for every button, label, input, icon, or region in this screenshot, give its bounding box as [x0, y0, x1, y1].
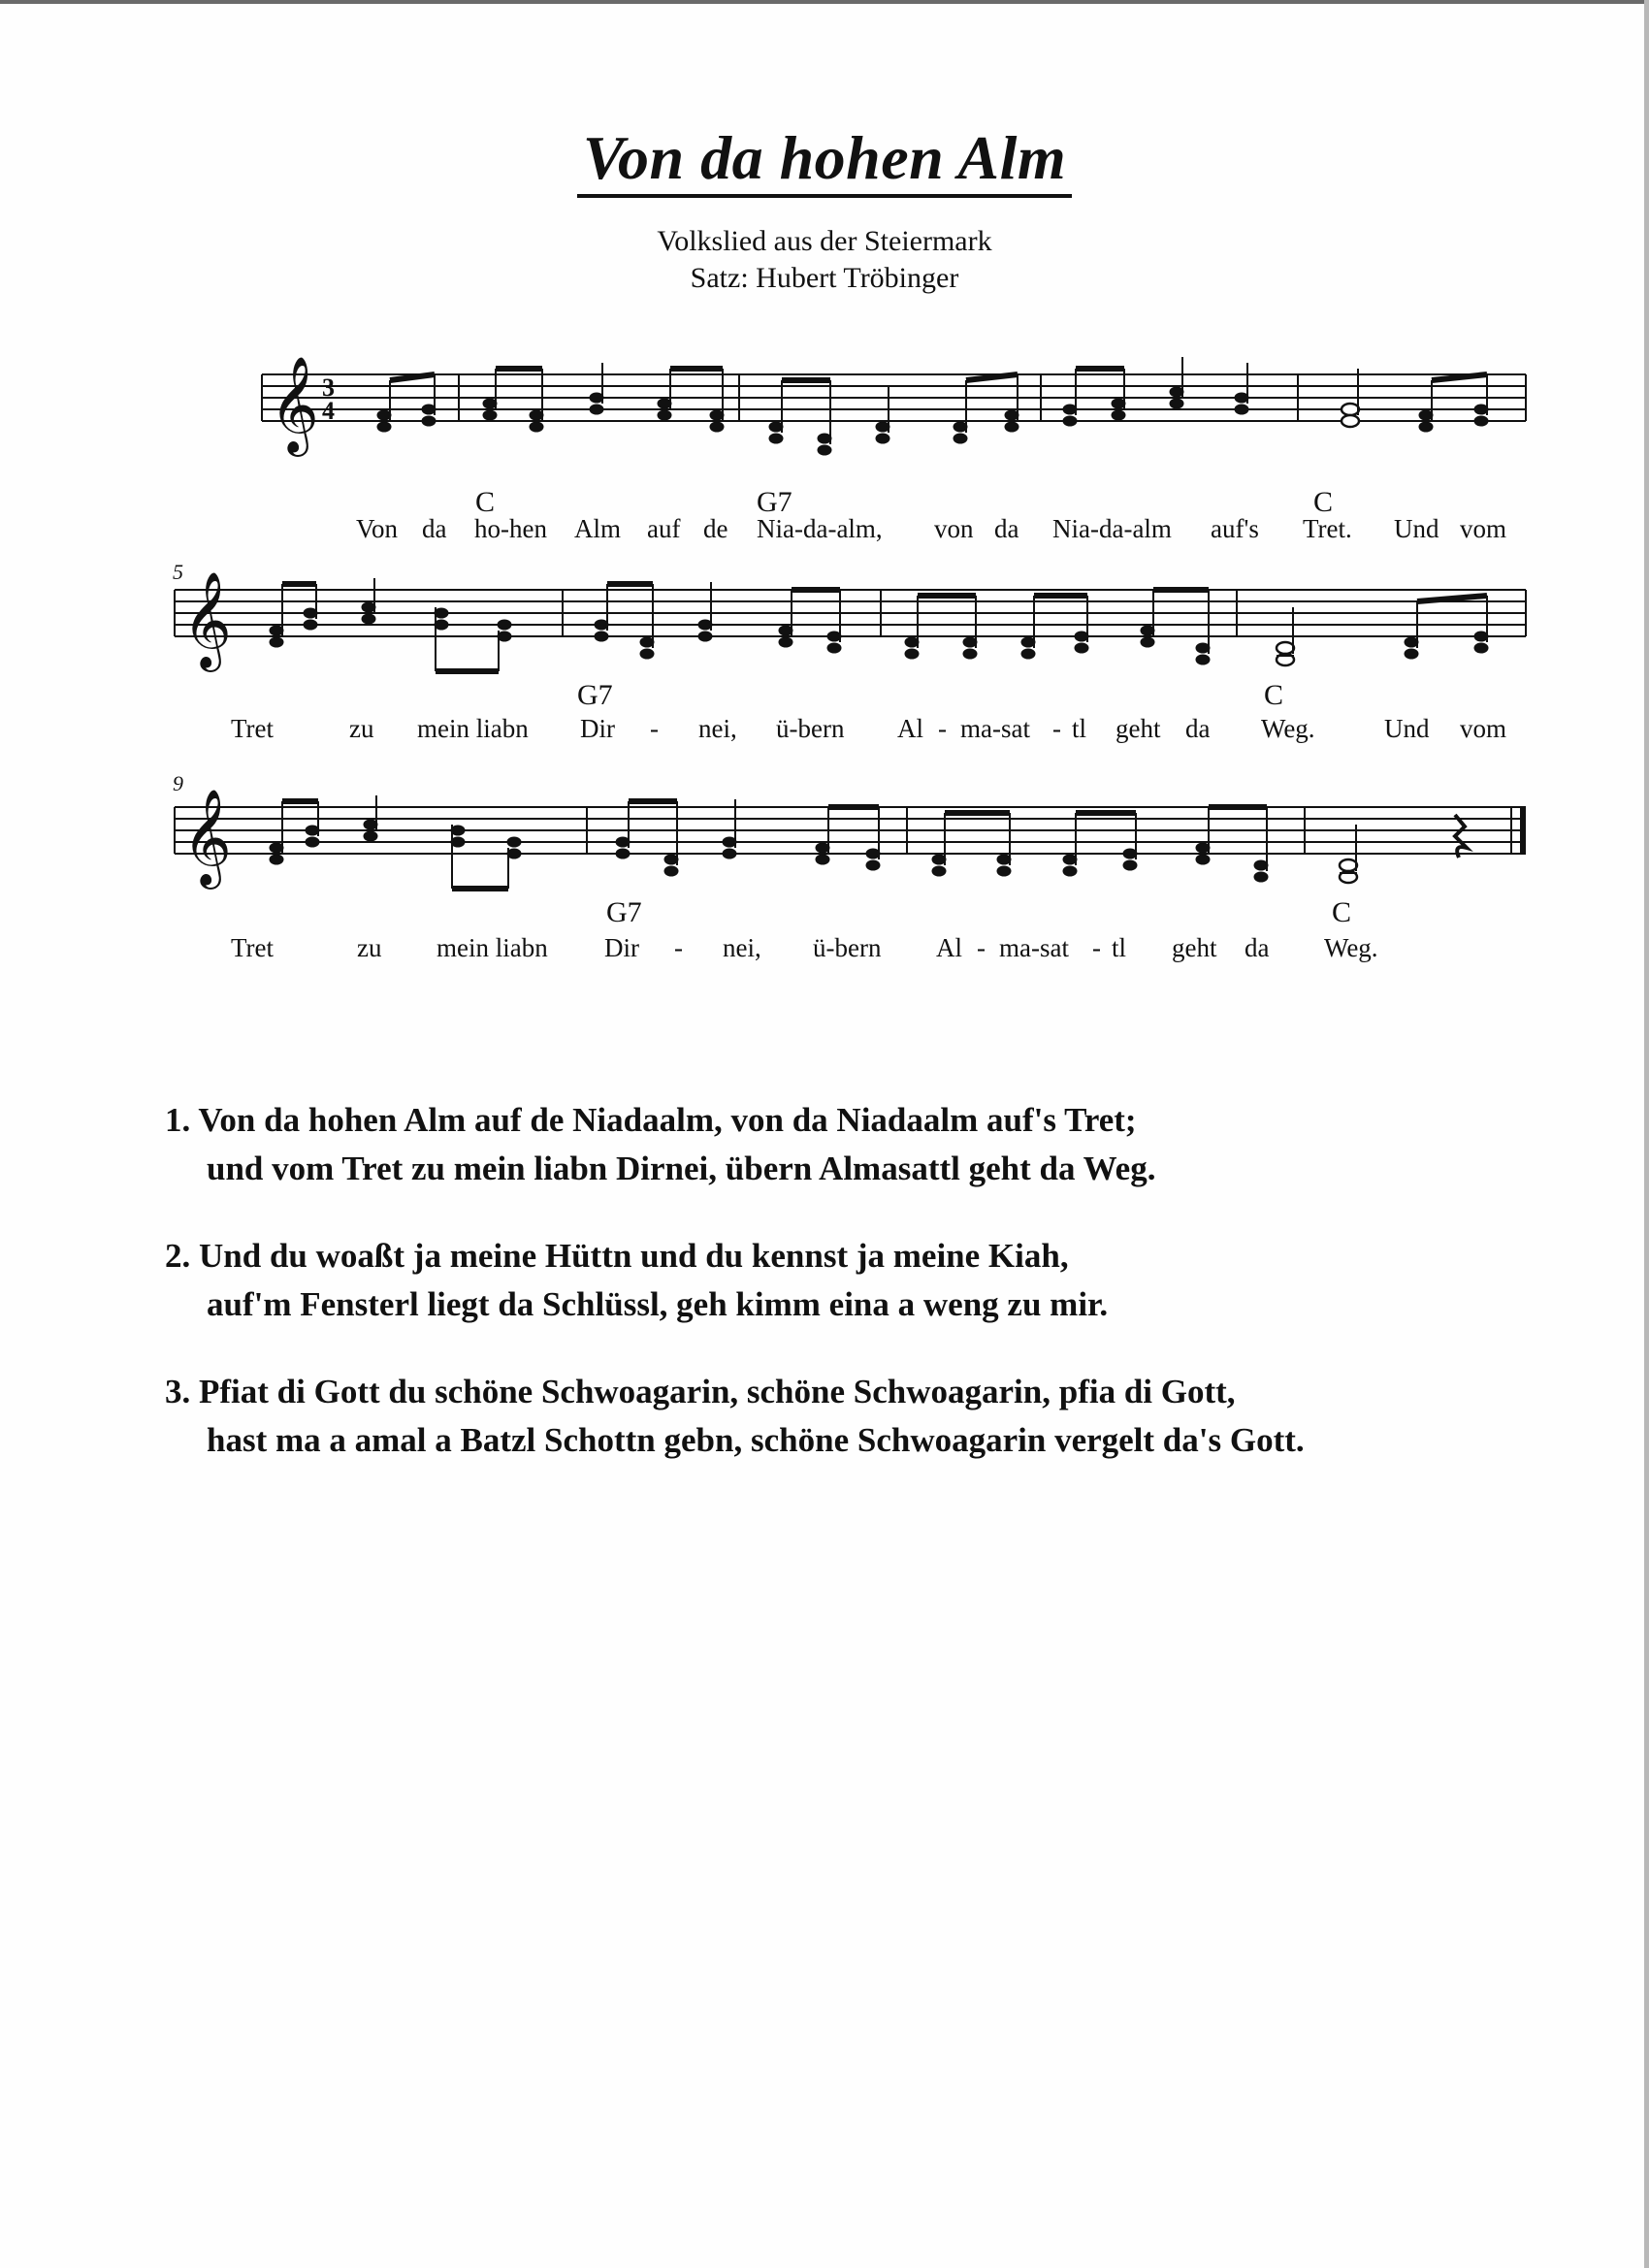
lyric-syllable: - — [977, 933, 986, 962]
subtitle-arranger: Satz: Hubert Tröbinger — [690, 262, 959, 294]
lyric-syllable: vom — [1460, 514, 1507, 543]
lyric-syllable: nei, — [698, 714, 737, 743]
verse-line: und vom Tret zu mein liabn Dirnei, übern Almasattl geht da Weg. — [207, 1150, 1156, 1187]
lyric-syllable: de — [703, 514, 728, 543]
lyric-syllable: - — [1092, 933, 1101, 962]
lyric-syllable: ü-bern — [776, 714, 845, 743]
lyric-syllable: Nia-da-alm — [1052, 514, 1172, 543]
lyric-syllable: vom — [1460, 714, 1507, 743]
time-signature-top: 3 — [322, 373, 335, 402]
lyric-syllable: geht — [1172, 933, 1217, 962]
verse-2 — [165, 1232, 1542, 1329]
chord-label: C — [1313, 486, 1334, 518]
lyric-syllable: auf's — [1211, 514, 1259, 543]
lyric-syllable: - — [650, 714, 659, 743]
lyric-syllable: da — [994, 514, 1019, 543]
verse-line: auf'm Fensterl liegt da Schlüssl, geh kimm eina a weng zu mir. — [207, 1285, 1109, 1323]
lyric-syllable: Nia-da-alm, — [757, 514, 883, 543]
verse-1 — [165, 1096, 1542, 1193]
music-score — [0, 0, 1649, 1028]
lyric-syllable: von — [934, 514, 974, 543]
lyric-syllable: - — [674, 933, 683, 962]
lyrics-system-3 — [231, 933, 1378, 962]
lyric-syllable: mein liabn — [436, 933, 548, 962]
lyric-syllable: ho-hen — [474, 514, 547, 543]
lyric-syllable: ma-sat — [960, 714, 1030, 743]
lyric-syllable: Und — [1394, 514, 1439, 543]
lyric-syllable: Von — [356, 514, 399, 543]
notes-system-1 — [377, 357, 1488, 455]
lyric-syllable: da — [422, 514, 447, 543]
lyric-syllable: - — [1052, 714, 1061, 743]
lyrics-system-2 — [231, 714, 1506, 743]
chord-label: G7 — [606, 896, 642, 928]
lyric-syllable: Tret — [231, 933, 275, 962]
treble-clef-icon: 𝄞 — [182, 573, 232, 666]
lyric-syllable: ma-sat — [999, 933, 1069, 962]
chord-label: G7 — [757, 486, 792, 518]
lyric-syllable: Weg. — [1261, 714, 1315, 743]
lyric-syllable: Alm — [574, 514, 622, 543]
lyric-syllable: Dir — [580, 714, 615, 743]
lyric-syllable: - — [938, 714, 947, 743]
lyric-syllable: Tret — [231, 714, 275, 743]
chord-label: C — [1264, 679, 1284, 711]
measure-number: 9 — [173, 771, 183, 795]
lyric-syllable: geht — [1116, 714, 1161, 743]
measure-number: 5 — [173, 560, 183, 584]
lyric-syllable: zu — [349, 714, 374, 743]
lyric-syllable: Al — [897, 714, 923, 743]
chord-label: C — [475, 486, 496, 518]
lyric-syllable: da — [1245, 933, 1270, 962]
verses-block — [165, 1096, 1542, 1504]
treble-clef-icon: 𝄞 — [270, 358, 319, 451]
lyric-syllable: Al — [936, 933, 962, 962]
time-signature-bottom: 4 — [322, 397, 335, 425]
chord-label: G7 — [577, 679, 613, 711]
lyric-syllable: Tret. — [1303, 514, 1352, 543]
chord-label: C — [1332, 896, 1352, 928]
lyric-syllable: ü-bern — [813, 933, 882, 962]
lyric-syllable: zu — [357, 933, 382, 962]
quarter-rest-icon — [1455, 815, 1467, 858]
lyric-syllable: nei, — [723, 933, 761, 962]
lyric-syllable: tl — [1072, 714, 1087, 743]
lyric-syllable: tl — [1112, 933, 1127, 962]
lyric-syllable: da — [1185, 714, 1211, 743]
verse-line: 1. Von da hohen Alm auf de Niadaalm, von da Niadaalm auf's Tret; — [165, 1101, 1137, 1139]
verse-3 — [165, 1368, 1542, 1465]
staff-system-2 — [175, 590, 1526, 636]
lyric-syllable: auf — [647, 514, 681, 543]
verse-line: hast ma a amal a Batzl Schottn gebn, schöne Schwoagarin vergelt da's Gott. — [207, 1421, 1305, 1459]
staff-system-1 — [262, 374, 1526, 421]
verse-line: 3. Pfiat di Gott du schöne Schwoagarin, schöne Schwoagarin, pfia di Gott, — [165, 1373, 1236, 1410]
subtitle-origin: Volkslied aus der Steiermark — [657, 225, 992, 257]
lyric-syllable: Dir — [604, 933, 639, 962]
treble-clef-icon: 𝄞 — [182, 791, 232, 884]
lyric-syllable: Weg. — [1324, 933, 1378, 962]
song-title: Von da hohen Alm — [0, 122, 1649, 194]
lyrics-system-1 — [356, 514, 1506, 543]
verse-line: 2. Und du woaßt ja meine Hüttn und du kennst ja meine Kiah, — [165, 1237, 1069, 1275]
lyric-syllable: Und — [1384, 714, 1430, 743]
lyric-syllable: mein liabn — [417, 714, 529, 743]
